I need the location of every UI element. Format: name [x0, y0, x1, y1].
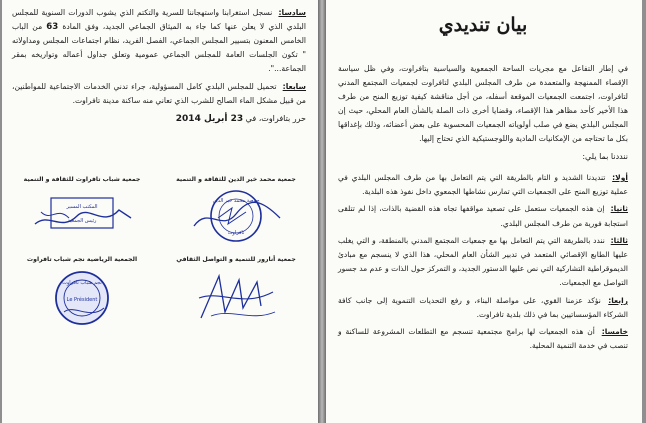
stamp-label: جمعية محمد خير الدين — [212, 198, 260, 204]
point-label: أولا: — [612, 173, 628, 182]
point-text: تنديدنا الشديد و التام بالطريقة التي يتم التعامل بها من طرف المجلس البلدي في عملية توزيع المنح على الجمعيات التي تمارس نشاطها الجمعوي داخل نفوذ هذه البلدية. — [338, 173, 628, 197]
handwritten-signature-icon — [191, 268, 281, 328]
round-stamp-icon — [188, 188, 284, 244]
intro-paragraph: في إطار التفاعل مع مجريات الساحة الجمعوية والسياسية بتافراوت، وفي ظل سياسة الإقصاء الممنهجة والمتعمدة من طرف المجلس البلدي لتافراوت لجمعيات المجتمع المدني لتافراوت، اجتمعت الجمعيات الموقعة أسفله، من أجل مناقشة كيفية توزيع المنح من طرف هذا الأخير كأحد مظاهر هذا الإقصاء، وقضايا أخرى ذات الصلة بالشأن العام المحلي، حيث إن المجلس البلدي يضع في صلب أولوياته الجمعيات المحسوبة على بعض أعضائه، وذلك بإغداقها بكل ما تحتاجه من الإمكانيات المادية واللوجستيكية الذي تحتاج إليها. — [338, 64, 628, 143]
point-label: سابعا: — [282, 82, 307, 91]
point-five — [338, 325, 628, 353]
point-label: ثالثا: — [610, 235, 628, 245]
point-text: نندد بالطريقة التي يتم التعامل بها مع جمعيات المجتمع المدني بالمنطقة، و التي يغلب عليها الطابع الإقصائي المتعمد في تدبير الشأن العام المحلي، هذا الذي لا ينسجم مع مبادئ الديموقراطية التشاركية التي نص عليها الدستور الجديد، و التمركز حول الذات و عدم مد جسور التواصل مع الجمعيات. — [338, 235, 628, 288]
stamp-label: المكتب المسير — [66, 204, 98, 210]
dateline-date: 23 أبريل 2014 — [175, 114, 244, 124]
dateline — [12, 114, 306, 124]
stamp-label: تافراوت — [227, 230, 245, 236]
article-number: 63 — [46, 22, 59, 32]
stamp-label: Le Président — [66, 297, 98, 303]
signatory-name: الجمعية الرياضية نجم شباب تافراوت — [26, 256, 138, 263]
left-page — [2, 0, 318, 423]
point-three — [338, 234, 628, 291]
signatures-block — [12, 175, 306, 415]
round-stamp-icon — [34, 268, 130, 328]
point-two — [338, 202, 628, 230]
point-text-continued: من الباب الخامس المعنون بتسيير المجلس الجماعي، الفصل الفريد، نظام اجتماعات المجلس ومداولاته " تكون الجلسات العامة للمجلس الجماعي عمومية وتعلق جداول أعماله وتواريخه بمقر الجماعة...". — [12, 22, 306, 73]
page-crease — [318, 0, 326, 423]
point-label: سادسا: — [278, 8, 307, 17]
signatory — [166, 255, 306, 373]
document-title: بيان تنديدي — [438, 14, 528, 36]
point-text: نسجل استغرابنا واستهجاننا للسرية والتكتم الذي يشوب الدورات السنوية للمجلس البلدي الذي لا يعلن عنها كما جاء به الميثاق الجماعي الجديد، وفق المادة — [12, 8, 306, 31]
point-text: نؤكد عزمنا القوي، على مواصلة البناء، و رفع التحديات التنموية إلى جانب كافة الشركاء المؤسساتيين بما في ذلك بلدية تافراوت. — [338, 295, 628, 319]
rectangular-stamp-icon — [27, 188, 137, 244]
dateline-prefix: حرر بتافراوت، في — [245, 114, 306, 123]
point-four — [338, 294, 628, 322]
signatory-name: جمعية أنارور للتنمية و التواصل الثقافي — [176, 256, 296, 263]
point-label: رابعا: — [608, 295, 628, 305]
point-label: ثانيا: — [610, 204, 628, 214]
stamp-label: نجم شباب تافراوت — [62, 280, 102, 286]
point-text: أن هذه الجمعيات لها برامج مجتمعية تنسجم مع التطلعات المشروعة للساكنة و تنصب في خدمة التنمية المحلية. — [338, 327, 628, 351]
point-text: تحميل للمجلس البلدي كامل المسؤولية، جراء تدني الخدمات الاجتماعية للمواطنين، من قبيل مشكل الماء الصالح للشرب الذي تعاني منه ساكنة مدينة تافراوت. — [12, 82, 306, 105]
signatory-name: جمعية شباب تافراوت للثقافة و التنمية — [23, 176, 141, 183]
stamp-label: رئيس الجمعية — [67, 218, 97, 224]
demand-intro: ننددنا بما يلي: — [582, 152, 628, 161]
point-seven — [12, 80, 306, 108]
point-one — [338, 171, 628, 199]
point-label: خامسا: — [601, 327, 629, 337]
signatory-name: جمعية محمد خير الدين للثقافة و التنمية — [176, 176, 296, 183]
right-page — [326, 0, 642, 423]
point-text: إن هذه الجمعيات ستعمل على تصعيد مواقفها تجاه هذه القضية بالذات، إذا لم تتلقى استجابة فورية من طرف المجلس البلدي. — [338, 204, 628, 228]
signatory — [12, 255, 152, 373]
point-six — [12, 6, 306, 76]
